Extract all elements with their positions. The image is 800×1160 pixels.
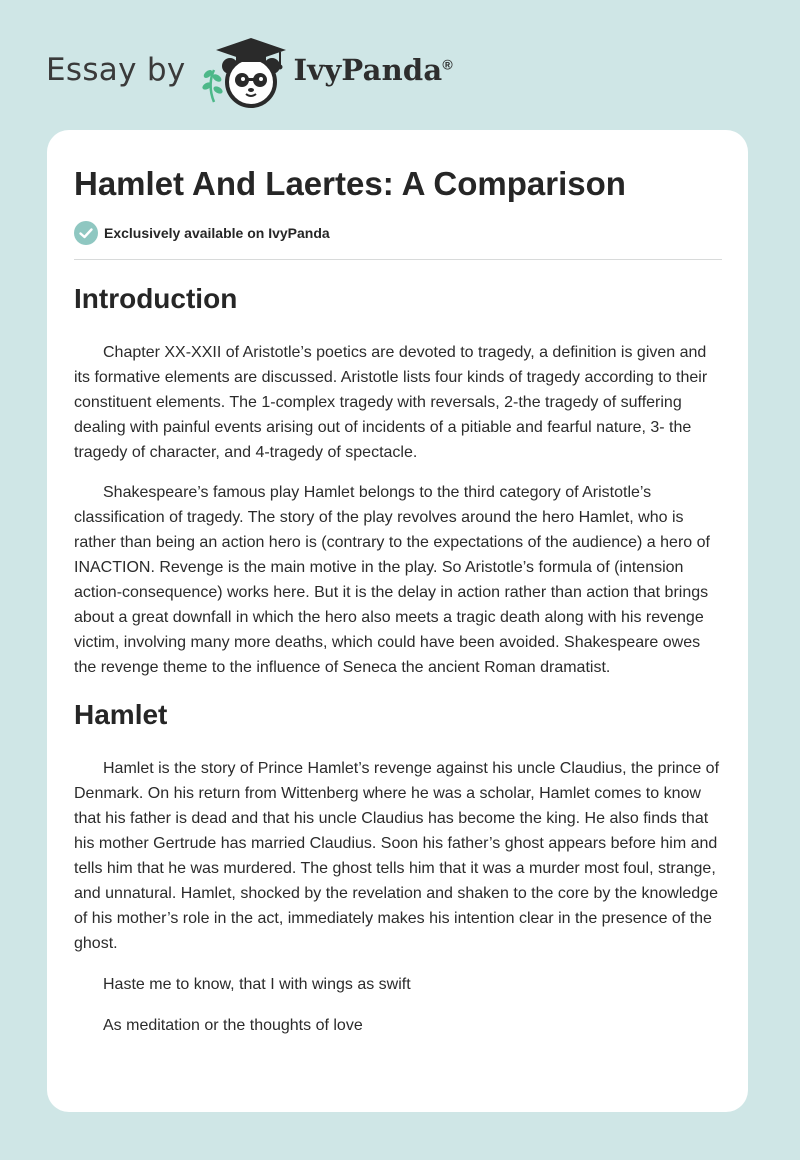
paragraph: Hamlet is the story of Prince Hamlet’s revenge against his uncle Claudius, the prince of Denmark. On his return from Wittenberg where he was a scholar, Hamlet comes to know that his father is dead and that his uncle Claudius has become the king. He also finds that his mother Gertrude has married Claudius. Soon his father’s ghost appears before him and tells him that he was murdered. The ghost tells him that it was a murder most foul, strange, and unnatural. Hamlet, shocked by the revelation and shaken to the core by the knowledge of his mother’s role in the act, immediately makes his intention clear in the presence of the ghost. xyxy=(74,760,720,952)
exclusive-badge-text: Exclusively available on IvyPanda xyxy=(104,225,330,241)
brand-name xyxy=(294,53,453,87)
paragraph: Chapter XX-XXII of Aristotle’s poetics are devoted to tragedy, a definition is given and its formative elements are discussed. Aristotle lists four kinds of tragedy according to their constituent elements. The 1-complex tragedy with reversals, 2-the tragedy of suffering dealing with painful events arising out of incidents of a pitiable and fearful nature, 3- the tragedy of character, and 4-tragedy of spectacle. xyxy=(74,344,708,461)
brand-logo[interactable] xyxy=(46,30,453,110)
panda-mascot-icon xyxy=(200,30,292,110)
brand-name-text: IvyPanda xyxy=(293,53,443,87)
leaf-sprig-icon xyxy=(201,68,224,102)
brand-prefix: Essay by xyxy=(46,52,186,88)
essay-card xyxy=(47,130,748,1112)
quote-line: Haste me to know, that I with wings as swift xyxy=(103,976,411,993)
registered-mark: ® xyxy=(442,56,453,73)
exclusive-badge xyxy=(74,221,722,245)
check-circle-icon xyxy=(74,221,98,245)
page-title: Hamlet And Laertes: A Comparison xyxy=(74,165,626,202)
paragraph: Shakespeare’s famous play Hamlet belongs to the third category of Aristotle’s classification of tragedy. The story of the play revolves around the hero Hamlet, who is rather than being an action hero is (contrary to the expectations of the audience) a hero of INACTION. Revenge is the main motive in the play. So Aristotle’s formula of (intension action-consequence) works here. But it is the delay in action rather than action that brings about a great downfall in which the hero also meets a tragic death along with his revenge victim, involving many more deaths, which could have been avoided. Shakespeare owes the revenge theme to the influence of Seneca the ancient Roman dramatist. xyxy=(74,484,710,676)
title-divider xyxy=(74,259,722,260)
quote-line: As meditation or the thoughts of love xyxy=(103,1017,363,1034)
section-heading-hamlet: Hamlet xyxy=(74,699,168,730)
section-heading-introduction: Introduction xyxy=(74,283,238,314)
